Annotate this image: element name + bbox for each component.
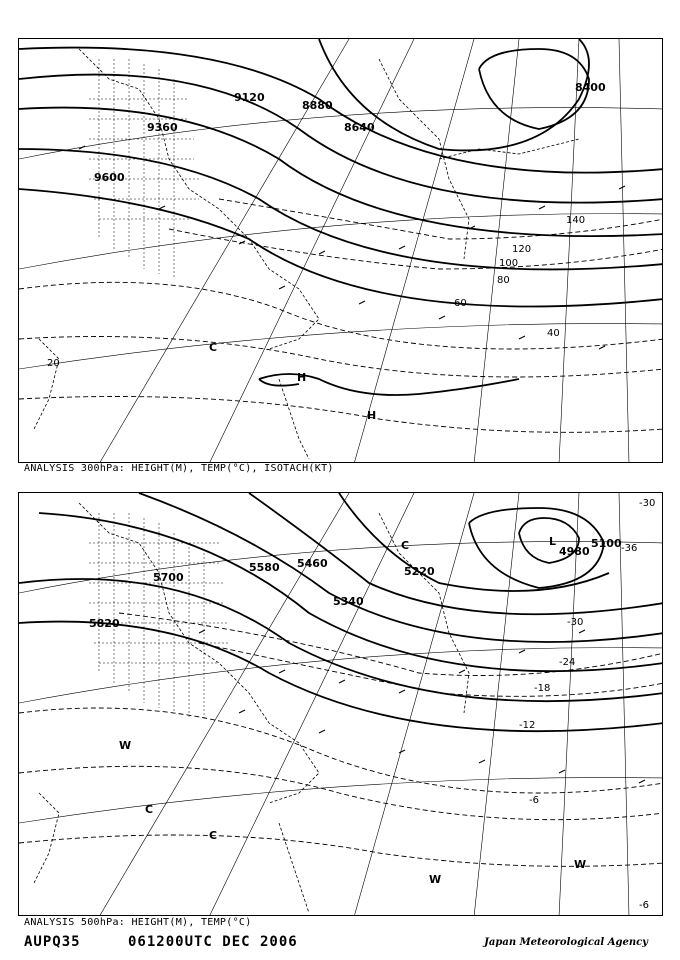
isotherms (19, 613, 663, 866)
center-c-2: C (145, 803, 154, 816)
height-label-4980: 4980 (559, 545, 590, 558)
center-w-3: W (574, 858, 587, 871)
map-500hpa-svg (19, 493, 663, 916)
caption-500hpa: ANALYSIS 500hPa: HEIGHT(M), TEMP(°C) (24, 917, 252, 928)
height-label-5220: 5220 (404, 565, 435, 578)
temp-label-12: -12 (519, 720, 536, 731)
map-300hpa-svg (19, 39, 663, 463)
isotach-label-40: 40 (547, 328, 560, 339)
height-label-8880: 8880 (302, 99, 333, 112)
latlon-grid (19, 39, 663, 463)
isotach-label-80: 80 (497, 275, 510, 286)
center-h-2: H (367, 409, 377, 422)
temp-label-18: -18 (534, 683, 551, 694)
height-label-9600: 9600 (94, 171, 125, 184)
center-w-2: W (429, 873, 442, 886)
temp-label-6b: -6 (639, 900, 649, 911)
map-500hpa (18, 492, 663, 916)
temp-label-36: -36 (621, 543, 638, 554)
height-label-9360: 9360 (147, 121, 178, 134)
isotach-label-120: 120 (512, 244, 532, 255)
isotach-label-140: 140 (566, 215, 586, 226)
isotachs (19, 199, 663, 432)
height-label-5820: 5820 (89, 617, 120, 630)
isotach-label-20: 20 (47, 358, 60, 369)
height-label-9120: 9120 (234, 91, 265, 104)
height-contours (19, 493, 663, 731)
temp-label-24: -24 (559, 657, 576, 668)
center-c-1: C (401, 539, 410, 552)
height-label-5700: 5700 (153, 571, 184, 584)
center-h-1: H (297, 371, 307, 384)
center-c-3: C (209, 829, 218, 842)
temp-label-30a: -30 (639, 498, 656, 509)
isotach-label-100: 100 (499, 258, 519, 269)
height-label-5340: 5340 (333, 595, 364, 608)
center-c: C (209, 341, 218, 354)
height-label-8400: 8400 (575, 81, 606, 94)
height-label-5460: 5460 (297, 557, 328, 570)
agency-name: Japan Meteorological Agency (484, 937, 648, 948)
chart-id: AUPQ35 (24, 934, 81, 950)
isotach-label-60: 60 (454, 298, 467, 309)
height-label-5100: 5100 (591, 537, 622, 550)
center-w-1: W (119, 739, 132, 752)
temp-label-30b: -30 (567, 617, 584, 628)
wind-barbs (79, 146, 625, 349)
center-l: L (549, 535, 557, 548)
valid-time: 061200UTC DEC 2006 (128, 934, 298, 950)
map-300hpa (18, 38, 663, 463)
temp-label-6a: -6 (529, 795, 539, 806)
caption-300hpa: ANALYSIS 300hPa: HEIGHT(M), TEMP(°C), ISOTACH(KT) (24, 463, 334, 474)
wind-barbs (199, 630, 645, 783)
height-label-5580: 5580 (249, 561, 280, 574)
height-label-8640: 8640 (344, 121, 375, 134)
